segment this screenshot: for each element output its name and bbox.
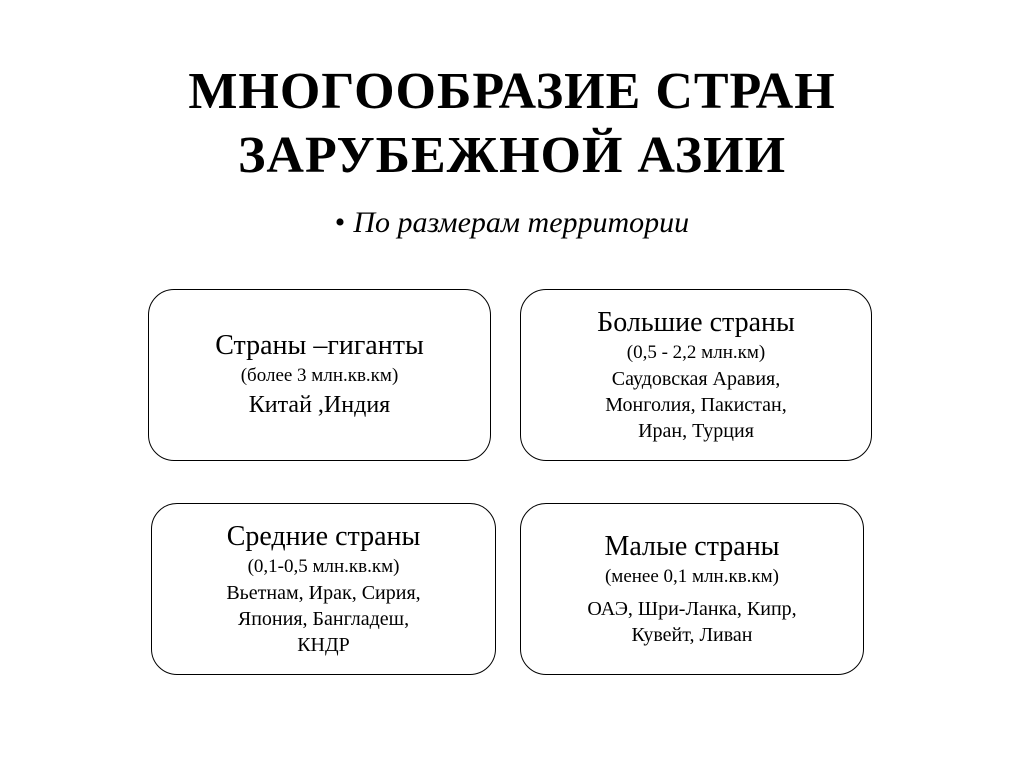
example-line: Китай ,Индия [248, 392, 391, 418]
box-giant-countries-examples [249, 389, 390, 421]
box-large-countries-examples [605, 366, 787, 444]
example-line: Саудовская Аравия, [611, 368, 781, 390]
box-small-countries-range: (менее 0,1 млн.кв.км) [604, 566, 780, 587]
box-small-countries-name: Малые страны [604, 531, 780, 562]
title-line-1: МНОГООБРАЗИЕ СТРАН [188, 63, 836, 120]
box-large-countries-range: (0,5 - 2,2 млн.км) [626, 342, 766, 363]
example-line: Кувейт, Ливан [631, 624, 753, 646]
example-line: ОАЭ, Шри-Ланка, Кипр, [587, 598, 797, 620]
box-medium-countries [151, 503, 496, 675]
subtitle-text: По размерам территории [353, 206, 690, 239]
box-small-countries-examples [587, 596, 796, 648]
bullet-icon: • [334, 206, 346, 239]
box-large-countries-name: Большие страны [597, 307, 795, 338]
example-line: Монголия, Пакистан, [605, 394, 787, 416]
box-medium-countries-range: (0,1-0,5 млн.кв.км) [247, 556, 400, 577]
box-large-countries [520, 289, 872, 461]
slide-title [0, 60, 1024, 188]
box-giant-countries-name: Страны –гиганты [215, 330, 424, 361]
box-medium-countries-examples [226, 580, 420, 658]
example-line: Япония, Бангладеш, [237, 608, 410, 630]
box-giant-countries [148, 289, 491, 461]
box-medium-countries-name: Средние страны [226, 521, 421, 552]
title-line-2: ЗАРУБЕЖНОЙ АЗИИ [237, 127, 787, 184]
example-line: Вьетнам, Ирак, Сирия, [226, 582, 421, 604]
box-small-countries [520, 503, 864, 675]
box-giant-countries-range: (более 3 млн.кв.км) [240, 365, 399, 386]
subtitle [0, 205, 1024, 241]
example-line: Иран, Турция [638, 420, 754, 442]
example-line: КНДР [297, 634, 350, 656]
